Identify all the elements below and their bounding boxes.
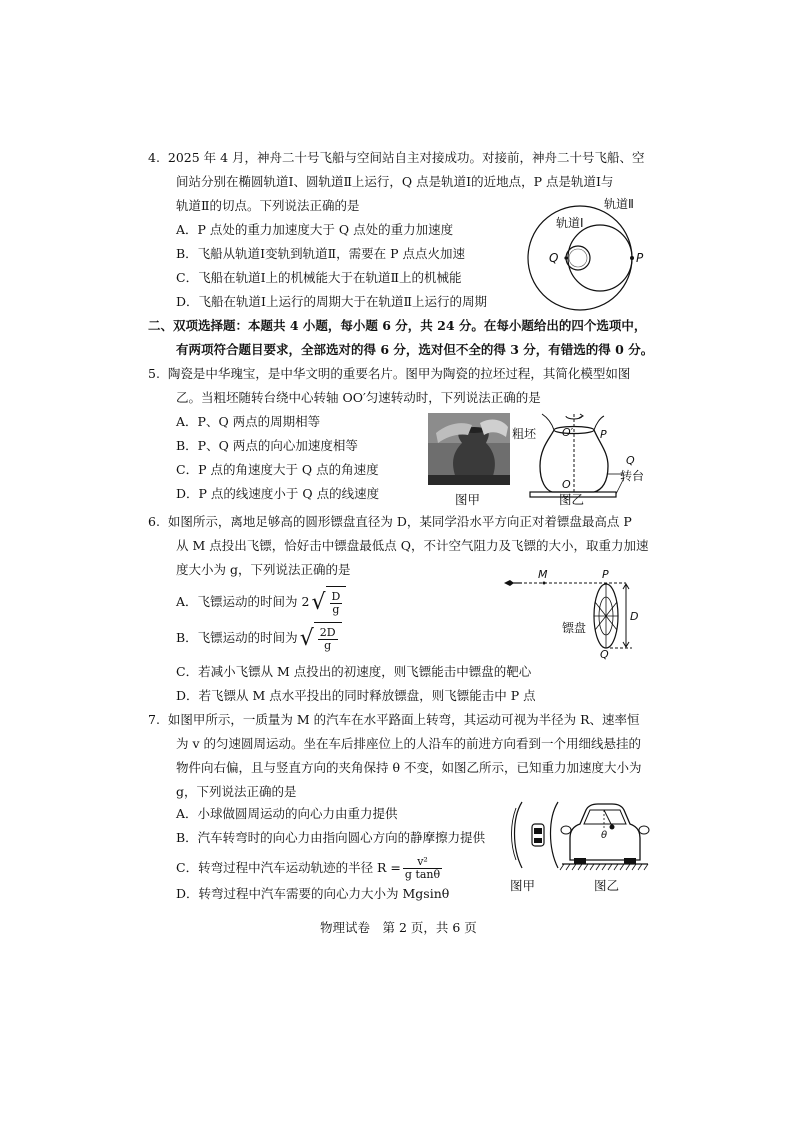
point-m-label: M [538, 568, 548, 581]
dartboard-label: 镖盘 [562, 621, 587, 635]
q4-option-a: A．P 点处的重力加速度大于 Q 点处的重力加速度 [176, 222, 454, 237]
q4-stem-line-3: 轨道Ⅱ的切点。下列说法正确的是 [176, 198, 360, 213]
point-p-label: P [636, 251, 644, 265]
q6-option-b-den: g [324, 639, 332, 652]
q5-option-a: A．P、Q 两点的周期相等 [176, 414, 321, 429]
point-q-label: Q [600, 648, 609, 661]
q4-stem-line-1: 4. 2025 年 4 月，神舟二十号飞船与空间站自主对接成功。对接前，神舟二十号飞船、空 [148, 150, 645, 165]
q7-car-rear-figure [560, 800, 650, 874]
q6-option-c: C．若减小飞镖从 M 点投出的初速度，则飞镖能击中镖盘的靶心 [176, 664, 532, 679]
blank-label: 粗坯 [512, 427, 537, 441]
q6-option-b-text: B．飞镖运动的时间为 [176, 630, 298, 645]
q5-option-b: B．P、Q 两点的向心加速度相等 [176, 438, 358, 453]
q6-stem-line-1: 6. 如图所示，离地足够高的圆形镖盘直径为 D，某同学沿水平方向正对着镖盘最高点 P [148, 514, 632, 529]
q6-option-a-den: g [332, 603, 340, 616]
q6-option-d: D．若飞镖从 M 点水平投出的同时释放镖盘，则飞镖能击中 P 点 [176, 688, 536, 703]
point-o1-label: O′ [562, 426, 574, 439]
theta-label: θ [601, 830, 608, 841]
q7-option-c [176, 852, 444, 884]
q7-stem-line-4: g，下列说法正确的是 [176, 784, 297, 799]
earth-inner [569, 249, 587, 267]
q6-stem-line-2: 从 M 点投出飞镖，恰好击中镖盘最低点 Q，不计空气阻力及飞镖的大小，取重力加速 [176, 538, 649, 553]
q5-caption-a: 图甲 [455, 492, 481, 507]
q7-caption-b: 图乙 [594, 878, 620, 893]
orbit-1-label: 轨道Ⅰ [556, 216, 584, 230]
q7-option-b: B．汽车转弯时的向心力由指向圆心方向的静摩擦力提供 [176, 830, 486, 845]
q5-pottery-photo [428, 413, 510, 485]
q5-option-c: C．P 点的角速度大于 Q 点的角速度 [176, 462, 379, 477]
section2-heading-line-1: 二、双项选择题：本题共 4 小题，每小题 6 分，共 24 分。在每小题给出的四个选项中， [148, 318, 647, 333]
point-o-label: O [562, 478, 571, 491]
point-q-dot [564, 256, 567, 259]
q5-stem-line-2: 乙。当粗坯随转台绕中心转轴 OO′匀速转动时，下列说法正确的是 [176, 390, 541, 405]
point-p-dot [630, 256, 634, 260]
q4-stem-line-2: 间站分别在椭圆轨道Ⅰ、圆轨道Ⅱ上运行，Q 点是轨道Ⅰ的近地点，P 点是轨道Ⅰ与 [176, 174, 614, 189]
q7-option-c-num: v² [403, 856, 442, 869]
q4-option-d: D．飞船在轨道Ⅰ上运行的周期大于在轨道Ⅱ上运行的周期 [176, 294, 487, 309]
table-label: 转台 [620, 469, 645, 483]
point-q-label: Q [549, 251, 559, 265]
q4-orbit-figure [512, 196, 652, 312]
page-footer: 物理试卷 第 2 页，共 6 页 [320, 920, 477, 935]
q6-option-b [176, 622, 342, 654]
orbit-2-label: 轨道Ⅱ [604, 197, 634, 211]
q5-option-d: D．P 点的线速度小于 Q 点的线速度 [176, 486, 380, 501]
point-p-label: P [600, 428, 607, 441]
q7-option-a: A．小球做圆周运动的向心力由重力提供 [176, 806, 398, 821]
q7-stem-line-2: 为 v 的匀速圆周运动。坐在车后排座位上的人沿车的前进方向看到一个用细线悬挂的 [176, 736, 642, 751]
q7-stem-line-1: 7. 如图甲所示，一质量为 M 的汽车在水平路面上转弯，其运动可视为半径为 R、速率恒 [148, 712, 640, 727]
q5-pottery-model [512, 404, 662, 514]
q6-option-a-num: D [331, 590, 341, 603]
q7-car-top-figure [506, 798, 566, 874]
point-p-label: P [602, 568, 609, 581]
q4-option-c: C．飞船在轨道Ⅰ上的机械能大于在轨道Ⅱ上的机械能 [176, 270, 462, 285]
q4-option-b: B．飞船从轨道Ⅰ变轨到轨道Ⅱ，需要在 P 点点火加速 [176, 246, 465, 261]
q6-option-b-num: 2D [319, 626, 336, 639]
section2-heading-line-2: 有两项符合题目要求，全部选对的得 6 分，选对但不全的得 3 分，有错选的得 0 分。 [176, 342, 654, 357]
q7-caption-a: 图甲 [510, 878, 536, 893]
q6-dart-figure [500, 566, 660, 661]
sqrt-sign: √ [311, 589, 326, 615]
q7-option-c-den: g tanθ [404, 868, 441, 881]
q7-option-d: D．转弯过程中汽车需要的向心力大小为 Mgsinθ [176, 886, 450, 901]
sqrt-sign: √ [299, 625, 314, 651]
q5-caption-b: 图乙 [559, 492, 585, 507]
q7-stem-line-3: 物件向右偏，且与竖直方向的夹角保持 θ 不变，如图乙所示，已知重力加速度大小为 [176, 760, 642, 775]
diameter-label: D [630, 610, 639, 623]
q6-option-a-text: A．飞镖运动的时间为 2 [176, 594, 310, 609]
point-q-label: Q [626, 454, 635, 467]
q6-option-a [176, 586, 346, 618]
q7-option-c-text: C．转弯过程中汽车运动轨迹的半径 R = [176, 860, 401, 875]
q6-stem-line-3: 度大小为 g，下列说法正确的是 [176, 562, 351, 577]
q5-stem-line-1: 5. 陶瓷是中华瑰宝，是中华文明的重要名片。图甲为陶瓷的拉坯过程，其简化模型如图 [148, 366, 631, 381]
